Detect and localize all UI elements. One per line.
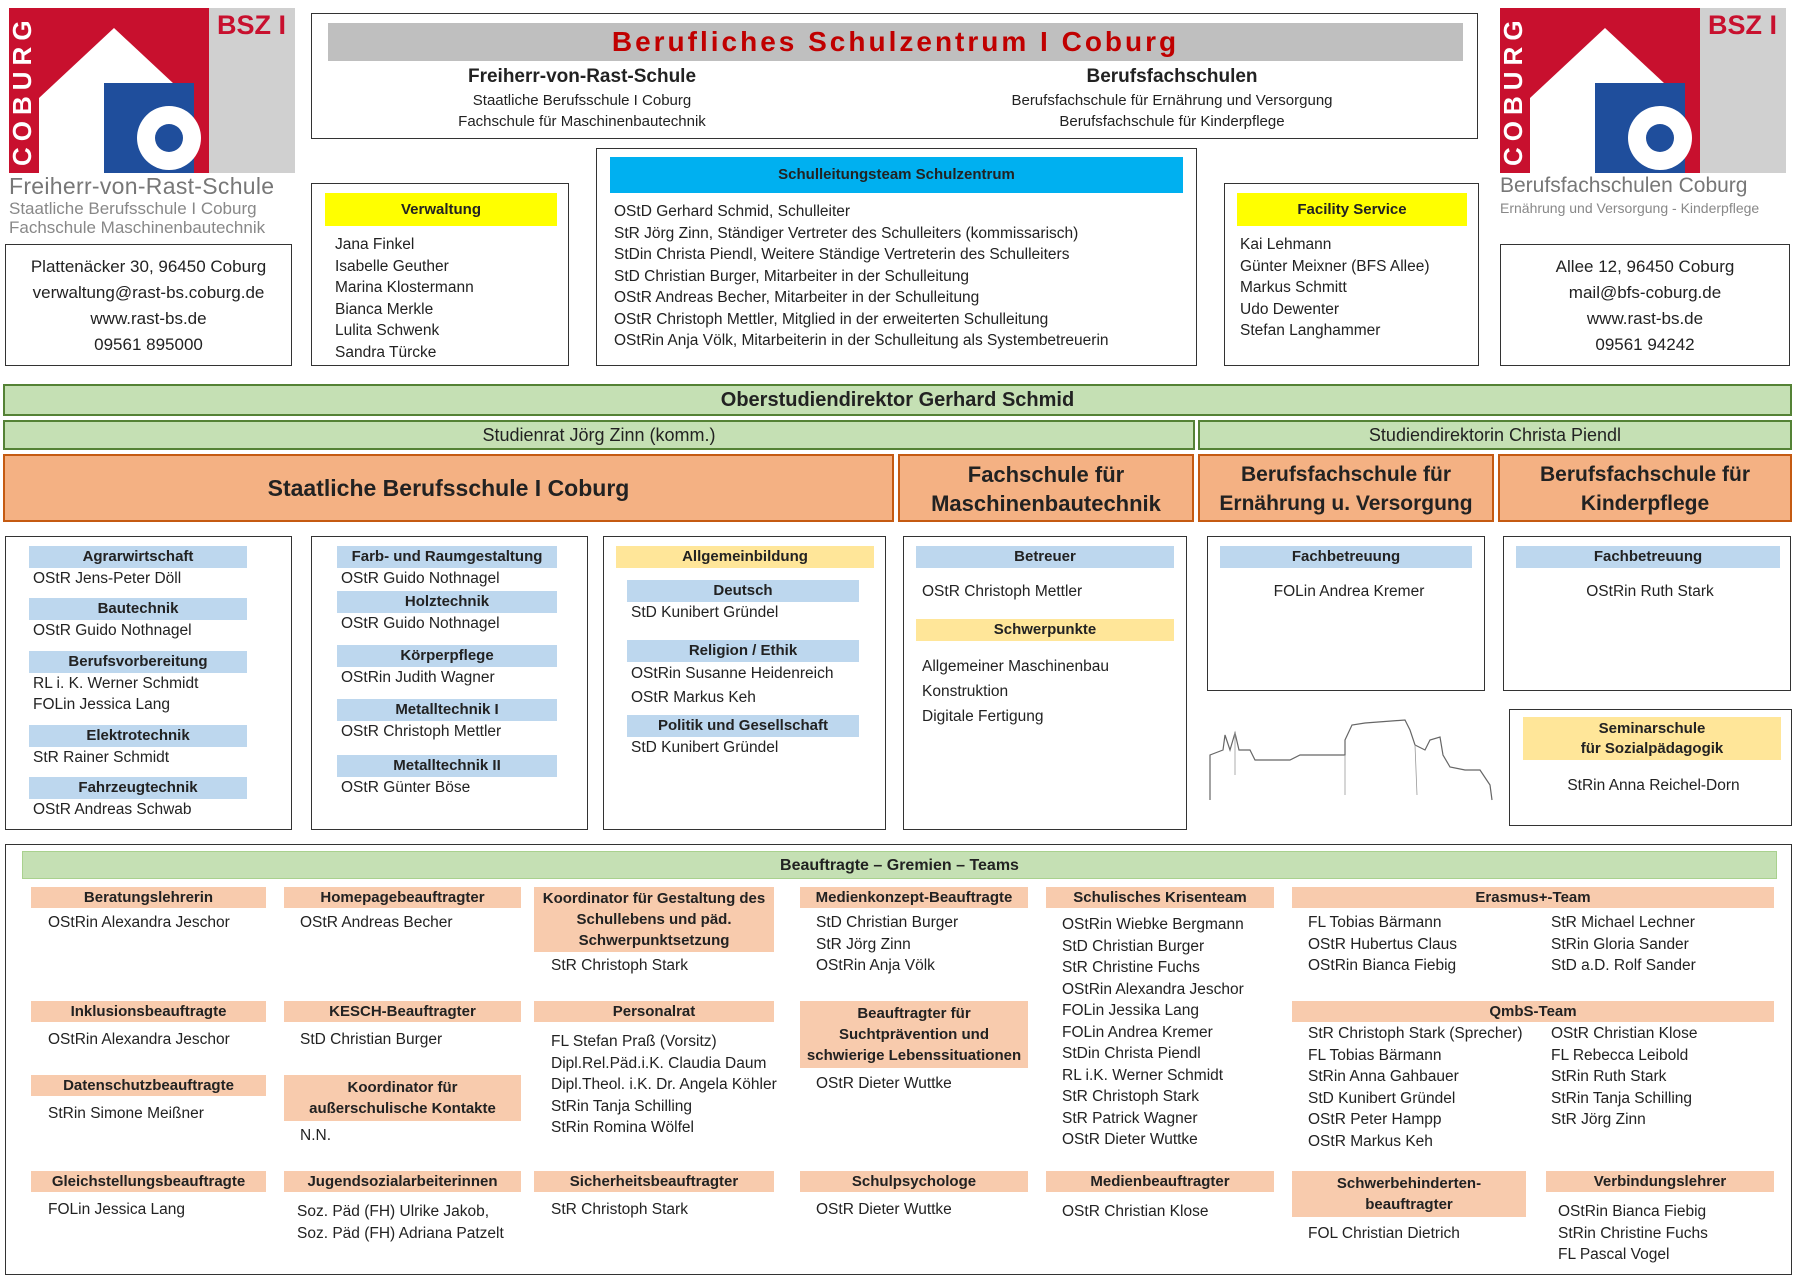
dept-person: OStR Andreas Schwab bbox=[33, 801, 192, 818]
contact-web[interactable]: www.rast-bs.de bbox=[1586, 309, 1704, 328]
dept-person: OStR Günter Böse bbox=[341, 779, 471, 796]
role-person: OStR Dieter Wuttke bbox=[816, 1201, 952, 1218]
role-person: FL Tobias Bärmann bbox=[1308, 914, 1442, 931]
role-tag-line: Schwerpunktsetzung bbox=[578, 932, 730, 949]
role-person: OStR Dieter Wuttke bbox=[1062, 1131, 1198, 1148]
header-banner bbox=[311, 13, 1478, 139]
seminar-tag bbox=[1523, 717, 1781, 760]
list-item: Günter Meixner (BFS Allee) bbox=[1240, 257, 1430, 275]
verwaltung-title: Verwaltung bbox=[325, 193, 557, 226]
role-person: StR Patrick Wagner bbox=[1062, 1109, 1198, 1127]
logo-vertical-text: COBURG bbox=[7, 14, 37, 166]
logo-line2: Ernährung und Versorgung - Kinderpflege bbox=[1500, 200, 1760, 216]
list-item: OStD Gerhard Schmid, Schulleiter bbox=[614, 203, 851, 220]
list-item: StD Christian Burger, Mitarbeiter in der Schulleitung bbox=[614, 267, 969, 285]
facility-list bbox=[1240, 234, 1430, 342]
role-person: OStR Dieter Wuttke bbox=[816, 1075, 952, 1092]
dept-tag: Farb- und Raumgestaltung bbox=[337, 546, 557, 568]
role-tag-line: Schwerbehinderten- bbox=[1336, 1175, 1482, 1192]
school-title: Ernährung u. Versorgung bbox=[1219, 492, 1473, 515]
role-tag: Homepagebeauftragter bbox=[284, 887, 521, 908]
fachbetreuung-person: OStRin Ruth Stark bbox=[1586, 583, 1714, 600]
list-item: Kai Lehmann bbox=[1240, 236, 1332, 253]
fachbetreuung-tag: Fachbetreuung bbox=[1220, 546, 1472, 568]
dept-column-3 bbox=[603, 536, 886, 830]
seminar-tag-line: für Sozialpädagogik bbox=[1580, 740, 1724, 757]
schwerpunkt-item: Konstruktion bbox=[922, 683, 1009, 700]
role-tag bbox=[534, 887, 774, 952]
role-person: Soz. Päd (FH) Adriana Patzelt bbox=[297, 1224, 504, 1242]
list-item: StDin Christa Piendl, Weitere Ständige Vertreterin des Schulleiters bbox=[614, 246, 1070, 263]
dept-person: OStR Jens-Peter Döll bbox=[33, 570, 182, 587]
beauftragte-section bbox=[5, 844, 1792, 1275]
logo-line2: Staatliche Berufsschule I Coburg bbox=[9, 199, 257, 218]
contact-phone: 09561 895000 bbox=[94, 335, 203, 354]
role-person: StR Christoph Stark bbox=[551, 1201, 688, 1218]
dept-person: OStRin Judith Wagner bbox=[341, 669, 495, 686]
role-person: StRin Ruth Stark bbox=[1551, 1068, 1667, 1085]
role-person: FOLin Jessika Lang bbox=[1062, 1002, 1199, 1019]
dept-tag: Fahrzeugtechnik bbox=[29, 777, 247, 799]
role-person: OStRin Wiebke Bergmann bbox=[1062, 916, 1244, 933]
role-tag: Medienkonzept-Beauftragte bbox=[800, 887, 1028, 908]
banner-left-line1: Staatliche Berufsschule I Coburg bbox=[472, 92, 692, 109]
dept-tag: Politik und Gesellschaft bbox=[627, 715, 859, 737]
role-person: StD Kunibert Gründel bbox=[1308, 1089, 1456, 1107]
role-person: OStR Markus Keh bbox=[1308, 1132, 1433, 1150]
role-person: StR Christine Fuchs bbox=[1062, 959, 1200, 976]
role-person: FOLin Jessica Lang bbox=[48, 1201, 185, 1218]
dept-person: OStR Guido Nothnagel bbox=[341, 570, 500, 587]
dept-person: StR Rainer Schmidt bbox=[33, 749, 170, 766]
seminar-box bbox=[1509, 709, 1792, 826]
list-item: Markus Schmitt bbox=[1240, 279, 1347, 296]
dept-column-2 bbox=[311, 536, 588, 830]
list-item: OStR Andreas Becher, Mitarbeiter in der Schulleitung bbox=[614, 289, 980, 306]
dept-tag: Berufsvorbereitung bbox=[29, 651, 247, 673]
list-item: Udo Dewenter bbox=[1240, 300, 1340, 318]
dept-person: FOLin Jessica Lang bbox=[33, 696, 170, 713]
role-person: RL i.K. Werner Schmidt bbox=[1062, 1066, 1224, 1084]
role-tag: KESCH-Beauftragter bbox=[284, 1001, 521, 1022]
role-tag-line: Schullebens und päd. bbox=[576, 911, 732, 928]
school-fachschule bbox=[898, 454, 1194, 522]
role-person: StR Jörg Zinn bbox=[1551, 1111, 1646, 1128]
dept-tag: Religion / Ethik bbox=[627, 640, 859, 662]
role-tag: Sicherheitsbeauftragter bbox=[534, 1171, 774, 1192]
role-person: FL Tobias Bärmann bbox=[1308, 1046, 1442, 1064]
dept-tag: Körperpflege bbox=[337, 645, 557, 667]
dept-person: StD Kunibert Gründel bbox=[631, 604, 779, 621]
contact-web[interactable]: www.rast-bs.de bbox=[90, 309, 207, 328]
school-berufsschule bbox=[3, 454, 894, 522]
schwerpunkte-tag: Schwerpunkte bbox=[916, 619, 1174, 641]
role-person: OStRin Alexandra Jeschor bbox=[48, 914, 230, 931]
role-tag-line: Koordinator für bbox=[347, 1079, 458, 1096]
list-item: Marina Klostermann bbox=[335, 279, 474, 296]
role-person: StD a.D. Rolf Sander bbox=[1551, 957, 1696, 974]
beauftragte-title: Beauftragte – Gremien – Teams bbox=[22, 851, 1777, 879]
role-tag-line: Beauftragter für bbox=[857, 1005, 971, 1022]
school-title: Berufsfachschule für bbox=[1539, 463, 1751, 486]
castle-sketch-icon bbox=[1205, 715, 1495, 805]
school-title: Staatliche Berufsschule I Coburg bbox=[267, 475, 630, 501]
role-tag: Personalrat bbox=[534, 1001, 774, 1022]
role-person: Soz. Päd (FH) Ulrike Jakob, bbox=[297, 1203, 490, 1220]
banner-right-title: Berufsfachschulen bbox=[1086, 66, 1258, 87]
role-person: OStRin Anja Völk bbox=[816, 957, 935, 974]
verwaltung-box bbox=[311, 183, 569, 366]
role-person: OStRin Bianca Fiebig bbox=[1558, 1203, 1707, 1220]
school-title: Kinderpflege bbox=[1580, 492, 1710, 515]
list-item: Sandra Türcke bbox=[335, 343, 437, 361]
dept-person: RL i. K. Werner Schmidt bbox=[33, 675, 199, 692]
logo-vertical-text: COBURG bbox=[1498, 14, 1528, 166]
list-item: Jana Finkel bbox=[335, 236, 415, 253]
schulleitung-list bbox=[614, 201, 1109, 352]
role-person: StRin Gloria Sander bbox=[1551, 935, 1689, 953]
role-person: StR Michael Lechner bbox=[1551, 914, 1695, 931]
role-tag bbox=[800, 1001, 1028, 1068]
role-person: OStR Hubertus Claus bbox=[1308, 935, 1458, 953]
role-person: StR Christoph Stark bbox=[1062, 1088, 1199, 1105]
role-person: StDin Christa Piendl bbox=[1062, 1045, 1201, 1062]
role-person: StD Christian Burger bbox=[300, 1031, 443, 1048]
role-tag-line: schwierige Lebenssituationen bbox=[806, 1047, 1022, 1064]
seminar-person: StRin Anna Reichel-Dorn bbox=[1567, 777, 1740, 794]
role-tag: Erasmus+-Team bbox=[1292, 887, 1774, 908]
contact-address: Plattenäcker 30, 96450 Coburg bbox=[30, 257, 267, 276]
betreuer-tag: Betreuer bbox=[916, 546, 1174, 568]
facility-box bbox=[1224, 183, 1479, 366]
role-tag: Schulpsychologe bbox=[800, 1171, 1028, 1192]
role-person: OStR Andreas Becher bbox=[300, 914, 453, 931]
list-item: Bianca Merkle bbox=[335, 300, 434, 318]
role-tag: Verbindungslehrer bbox=[1546, 1171, 1774, 1192]
list-item: OStR Christoph Mettler, Mitglied in der erweiterten Schulleitung bbox=[614, 310, 1049, 328]
school-title: Berufsfachschule für bbox=[1240, 463, 1452, 486]
list-item: Isabelle Geuther bbox=[335, 257, 449, 275]
allgemeinbildung-title: Allgemeinbildung bbox=[616, 546, 874, 568]
role-person: N.N. bbox=[300, 1127, 331, 1144]
betreuer-person: OStR Christoph Mettler bbox=[922, 583, 1083, 600]
role-person: StRin Anna Gahbauer bbox=[1308, 1068, 1459, 1085]
list-item: Lulita Schwenk bbox=[335, 322, 440, 339]
dept-person: OStR Christoph Mettler bbox=[341, 723, 502, 740]
banner-left bbox=[382, 64, 782, 132]
kinderpflege-column bbox=[1503, 536, 1791, 691]
role-person: OStRin Alexandra Jeschor bbox=[48, 1031, 230, 1048]
role-tag: Gleichstellungsbeauftragte bbox=[31, 1171, 266, 1192]
banner-left-line2: Fachschule für Maschinenbautechnik bbox=[458, 113, 706, 130]
schulleitung-box bbox=[596, 148, 1197, 366]
role-tag: QmbS-Team bbox=[1292, 1001, 1774, 1022]
role-person: OStR Christian Klose bbox=[1062, 1203, 1209, 1220]
dept-column-1 bbox=[5, 536, 292, 830]
list-item: Stefan Langhammer bbox=[1240, 322, 1381, 339]
role-person: OStRin Alexandra Jeschor bbox=[1062, 980, 1244, 998]
role-person: StR Christoph Stark bbox=[551, 957, 688, 974]
list-item: StR Jörg Zinn, Ständiger Vertreter des Schulleiters (kommissarisch) bbox=[614, 224, 1079, 242]
school-bfs-ernaehrung bbox=[1198, 454, 1494, 522]
contact-email[interactable]: mail@bfs-coburg.de bbox=[1568, 283, 1722, 302]
role-person: OStR Peter Hampp bbox=[1308, 1111, 1442, 1128]
role-person: Dipl.Theol. i.K. Dr. Angela Köhler bbox=[551, 1076, 777, 1093]
schwerpunkt-item: Digitale Fertigung bbox=[922, 708, 1044, 725]
role-tag: Medienbeauftragter bbox=[1046, 1171, 1274, 1192]
role-person: StRin Christine Fuchs bbox=[1558, 1224, 1708, 1242]
verwaltung-list bbox=[335, 234, 474, 363]
deputy-bar-left: Studienrat Jörg Zinn (komm.) bbox=[3, 420, 1195, 450]
page-title: Berufliches Schulzentrum I Coburg bbox=[328, 23, 1463, 61]
role-person: StD Christian Burger bbox=[816, 914, 959, 931]
dept-tag: Metalltechnik II bbox=[337, 755, 557, 777]
dept-person: OStR Guido Nothnagel bbox=[341, 615, 500, 632]
role-person: FL Rebecca Leibold bbox=[1551, 1046, 1689, 1064]
role-tag: Schulisches Krisenteam bbox=[1046, 887, 1274, 908]
logo-badge: BSZ I bbox=[1708, 10, 1778, 40]
dept-person: OStRin Susanne Heidenreich bbox=[631, 665, 834, 682]
role-tag-line: beauftragter bbox=[1365, 1196, 1453, 1213]
role-tag-line: außerschulische Kontakte bbox=[309, 1100, 496, 1117]
logo-line1: Freiherr-von-Rast-Schule bbox=[9, 173, 275, 199]
role-person: StR Christoph Stark (Sprecher) bbox=[1308, 1025, 1523, 1042]
role-tag: Beratungslehrerin bbox=[31, 887, 266, 908]
dept-person: OStR Guido Nothnagel bbox=[33, 622, 192, 639]
banner-right-line2: Berufsfachschule für Kinderpflege bbox=[1059, 113, 1285, 130]
banner-left-title: Freiherr-von-Rast-Schule bbox=[467, 66, 697, 87]
contact-email[interactable]: verwaltung@rast-bs.coburg.de bbox=[32, 283, 265, 302]
role-person: StRin Simone Meißner bbox=[48, 1105, 204, 1122]
school-bfs-kinderpflege bbox=[1498, 454, 1792, 522]
banner-right bbox=[962, 64, 1382, 132]
dept-tag: Metalltechnik I bbox=[337, 699, 557, 721]
role-person: FL Pascal Vogel bbox=[1558, 1246, 1670, 1263]
role-person: OStRin Bianca Fiebig bbox=[1308, 957, 1457, 974]
deputy-bar-right: Studiendirektorin Christa Piendl bbox=[1198, 420, 1792, 450]
role-tag: Datenschutzbeauftragte bbox=[31, 1075, 266, 1096]
banner-right-line1: Berufsfachschule für Ernährung und Versorgung bbox=[1011, 92, 1333, 109]
role-tag-line: Koordinator für Gestaltung des bbox=[542, 890, 766, 907]
contact-left bbox=[5, 244, 292, 366]
role-person: FOLin Andrea Kremer bbox=[1062, 1023, 1213, 1041]
contact-phone: 09561 94242 bbox=[1595, 335, 1695, 354]
dept-tag: Holztechnik bbox=[337, 591, 557, 613]
schwerpunkt-item: Allgemeiner Maschinenbau bbox=[922, 658, 1109, 675]
leader-bar: Oberstudiendirektor Gerhard Schmid bbox=[3, 384, 1792, 416]
dept-tag: Deutsch bbox=[627, 580, 859, 602]
role-tag bbox=[284, 1075, 521, 1121]
fachbetreuung-person: FOLin Andrea Kremer bbox=[1273, 583, 1425, 600]
role-person: StRin Tanja Schilling bbox=[551, 1097, 693, 1115]
role-person: FL Stefan Praß (Vorsitz) bbox=[551, 1033, 717, 1050]
role-tag: Jugendsozialarbeiterinnen bbox=[284, 1171, 521, 1192]
list-item: OStRin Anja Völk, Mitarbeiterin in der Schulleitung als Systembetreuerin bbox=[614, 332, 1109, 349]
fachbetreuung-tag: Fachbetreuung bbox=[1516, 546, 1780, 568]
role-person: OStR Christian Klose bbox=[1551, 1025, 1698, 1042]
role-person: StD Christian Burger bbox=[1062, 937, 1205, 955]
dept-tag: Bautechnik bbox=[29, 598, 247, 620]
logo-line1: Berufsfachschulen Coburg bbox=[1500, 174, 1748, 197]
role-person: Dipl.Rel.Päd.i.K. Claudia Daum bbox=[551, 1054, 767, 1072]
school-title: Maschinenbautechnik bbox=[931, 491, 1161, 516]
fachschule-column bbox=[903, 536, 1187, 830]
ernaehrung-column bbox=[1207, 536, 1485, 691]
role-tag bbox=[1292, 1171, 1526, 1217]
role-person: StRin Tanja Schilling bbox=[1551, 1089, 1693, 1107]
dept-person: StD Kunibert Gründel bbox=[631, 739, 779, 756]
contact-address: Allee 12, 96450 Coburg bbox=[1555, 257, 1735, 276]
role-person: StR Jörg Zinn bbox=[816, 935, 911, 953]
logo-left bbox=[7, 8, 295, 237]
role-tag-line: Suchtprävention und bbox=[839, 1026, 989, 1043]
role-tag: Inklusionsbeauftragte bbox=[31, 1001, 266, 1022]
facility-title: Facility Service bbox=[1237, 193, 1467, 226]
logo-line3: Fachschule Maschinenbautechnik bbox=[9, 218, 266, 237]
contact-right bbox=[1500, 244, 1790, 366]
role-person: StRin Romina Wölfel bbox=[551, 1119, 694, 1136]
dept-person: OStR Markus Keh bbox=[631, 689, 756, 706]
logo-right bbox=[1500, 8, 1790, 218]
seminar-tag-line: Seminarschule bbox=[1598, 720, 1706, 737]
logo-badge: BSZ I bbox=[217, 10, 287, 40]
dept-tag: Agrarwirtschaft bbox=[29, 546, 247, 568]
role-person: FOL Christian Dietrich bbox=[1308, 1225, 1460, 1242]
dept-tag: Elektrotechnik bbox=[29, 725, 247, 747]
school-title: Fachschule für bbox=[967, 462, 1125, 487]
schulleitung-title: Schulleitungsteam Schulzentrum bbox=[610, 157, 1183, 193]
